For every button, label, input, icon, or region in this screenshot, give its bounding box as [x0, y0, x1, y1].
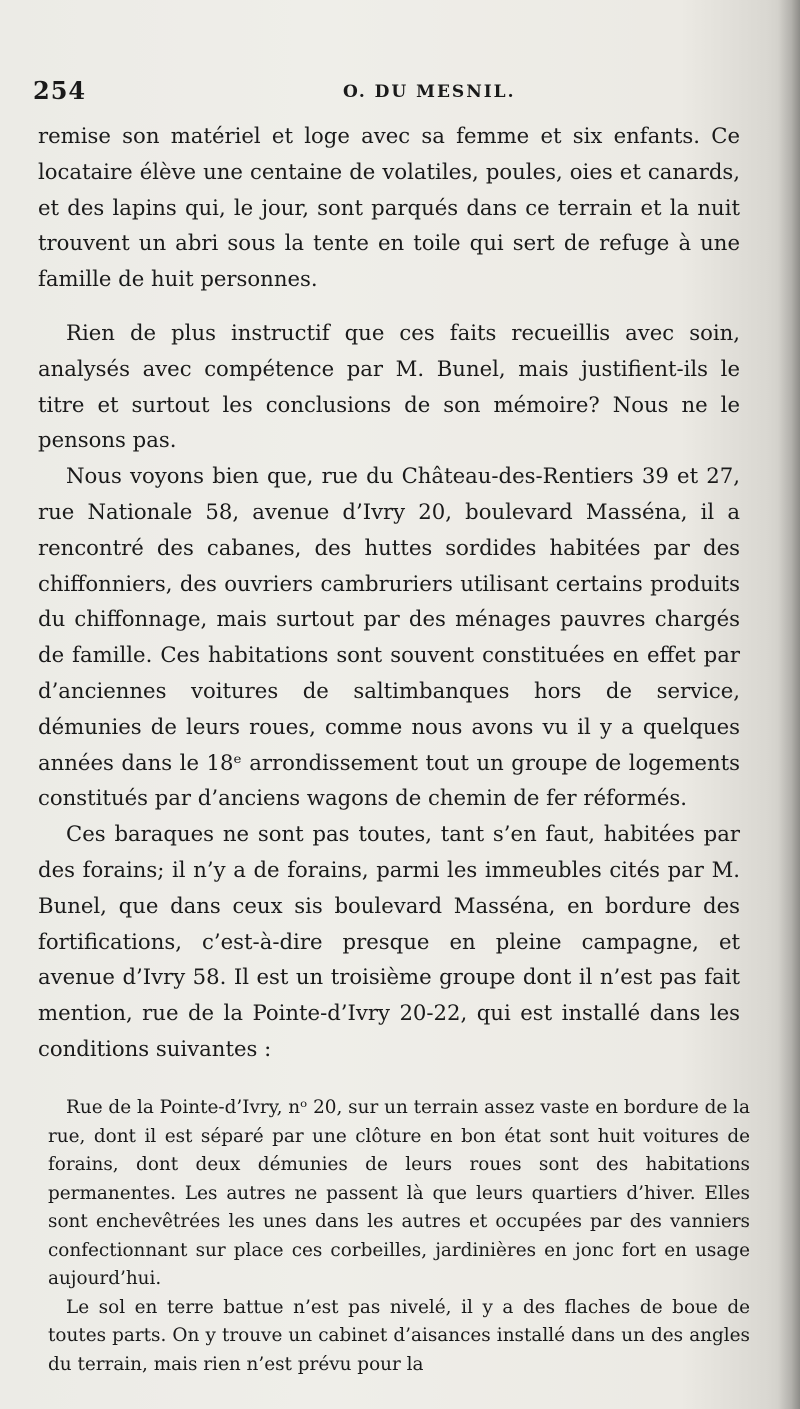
quote-paragraph: Le sol en terre battue n’est pas nivelé, il y a des flaches de boue de toutes parts. On y trouve un cabinet d’aisances installé dans un des angles du terrain, mais rien n’est prévu pour la [48, 1296, 750, 1375]
quoted-report [48, 1094, 750, 1379]
paragraph: Ces baraques ne sont pas toutes, tant s’en faut, habitées par des forains; il n’y a de forains, parmi les immeubles cités par M. Bunel, que dans ceux sis boulevard Masséna, en bordure des fortifications, c’est-à-dire presque en pleine campagne, et avenue d’Ivry 58. Il est un troisième groupe dont il n’est pas fait mention, rue de la Pointe-d’Ivry 20-22, qui est installé dans les conditions suivantes : [38, 821, 740, 1061]
page-header [33, 76, 753, 108]
page-number: 254 [33, 76, 87, 105]
page-spine-shadow [778, 0, 800, 1409]
paragraph: Rien de plus instructif que ces faits recueillis avec soin, analysés avec compétence par M. Bunel, mais justifient-ils le titre et surtout les conclusions de son mémoire? Nous ne le pensons pas. [38, 319, 740, 453]
running-head: O. DU MESNIL. [343, 82, 516, 102]
main-text [38, 118, 740, 1067]
paragraph: Nous voyons bien que, rue du Château-des-Rentiers 39 et 27, rue Nationale 58, avenue d’Ivry 20, boulevard Masséna, il a rencontré des cabanes, des huttes sordides habitées par des chiffonniers, des ouvriers cambruriers utilisant certains produits du chiffonnage, mais surtout par des ménages pauvres chargés de famille. Ces habitations sont souvent constituées en effet par d’anciennes voitures de saltimbanques hors de service, démunies de leurs roues, comme nous avons vu il y a quelques années dans le 18ᵉ arrondissement tout un groupe de logements constitués par d’anciens wagons de chemin de fer réformés. [38, 463, 740, 811]
paragraph-continuation: remise son matériel et loge avec sa femme et six enfants. Ce locataire élève une centaine de volatiles, poules, oies et canards, et des lapins qui, le jour, sont parqués dans ce terrain et la nuit trouvent un abri sous la tente en toile qui sert de refuge à une famille de huit personnes. [38, 123, 740, 292]
quote-paragraph: Rue de la Pointe-d’Ivry, nᵒ 20, sur un terrain assez vaste en bordure de la rue, dont il est séparé par une clôture en bon état sont huit voitures de forains, dont deux démunies de leurs roues sont des habitations permanentes. Les autres ne passent là que leurs quartiers d’hiver. Elles sont enchevêtrées les unes dans les autres et occupées par des vanniers confectionnant sur place ces corbeilles, jardinières en jonc fort en usage aujourd’hui. [48, 1097, 750, 1289]
